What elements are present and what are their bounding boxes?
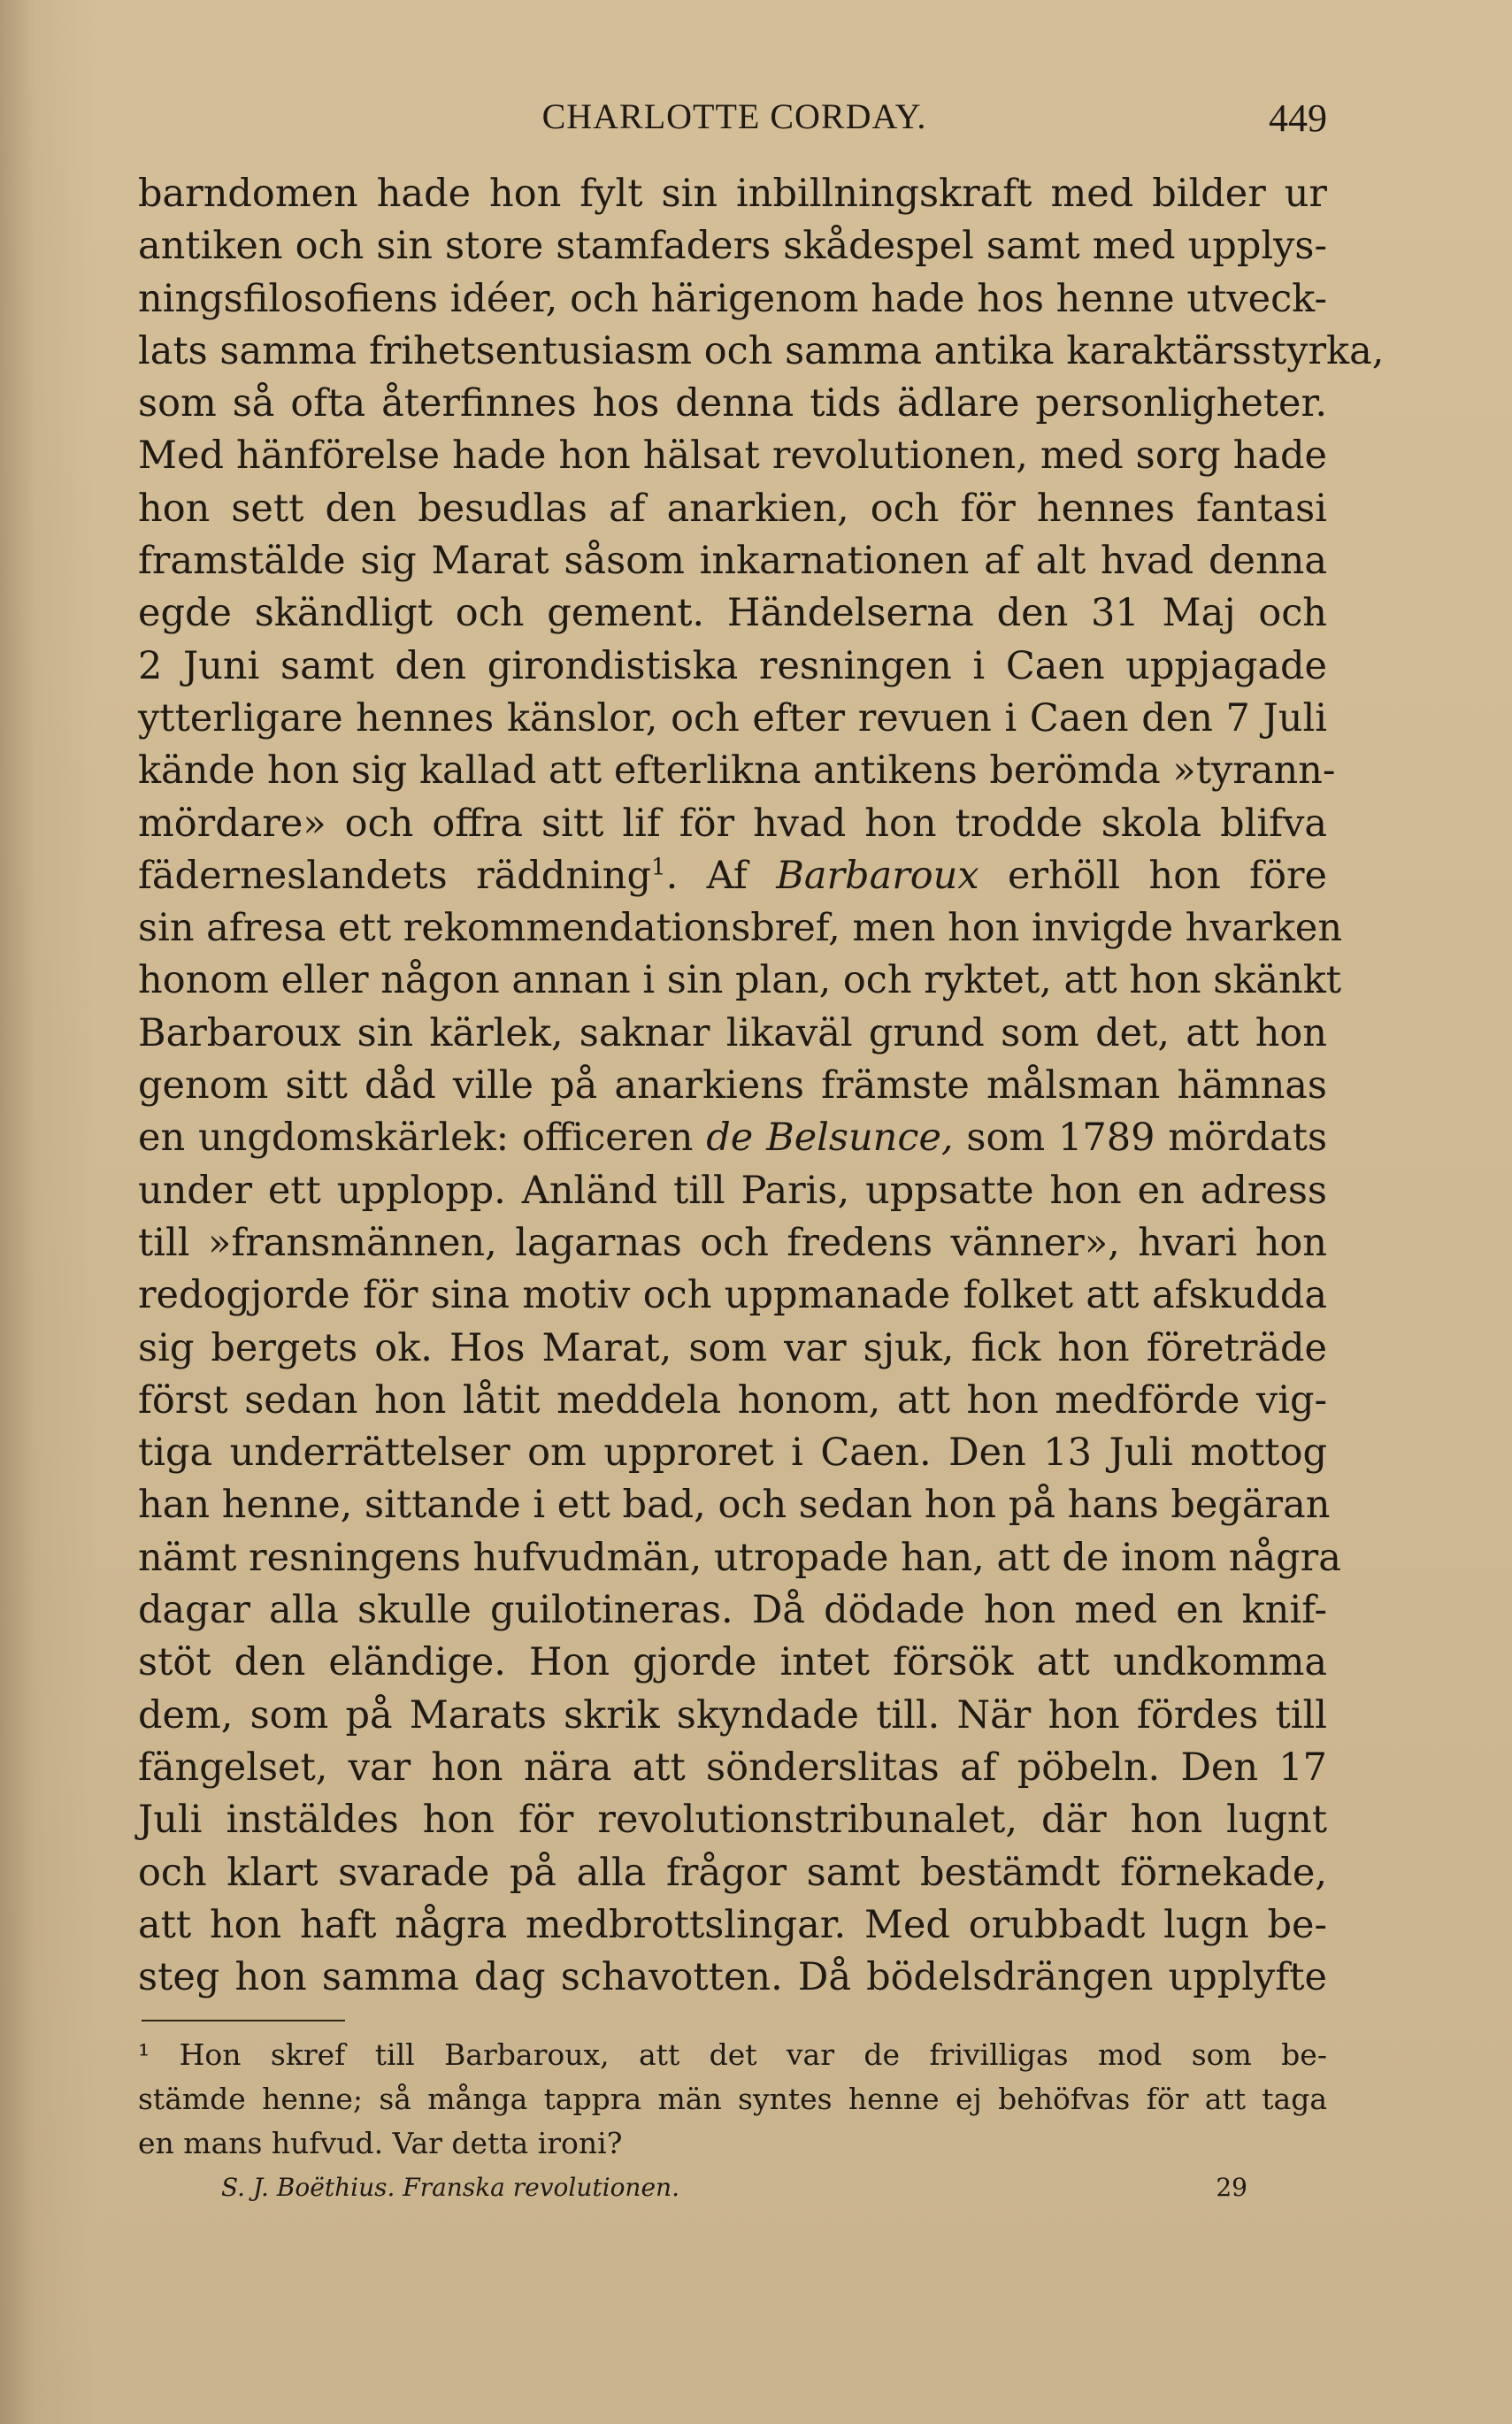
text-line: redogjorde för sina motiv och uppmanade folket att afskudda: [138, 1273, 1327, 1318]
text-line: först sedan hon låtit meddela honom, att hon medförde vig-: [138, 1377, 1327, 1423]
text-line: barndomen hade hon fylt sin inbillningskraft med bilder ur: [138, 172, 1327, 216]
footnote-divider: [142, 2020, 345, 2021]
text-line: och klart svarade på alla frågor samt bestämdt förnekade,: [138, 1850, 1327, 1895]
text-line: nämt resningens hufvudmän, utropade han, att de inom några: [138, 1535, 1341, 1580]
printer-signature: [221, 2173, 1247, 2208]
text-line: mördare» och offra sitt lif för hvad hon trodde skola blifva: [138, 801, 1327, 846]
text-line: under ett upplopp. Anländ till Paris, uppsatte hon en adress: [138, 1168, 1327, 1213]
text-fragment: . Af: [665, 853, 748, 898]
text-line: dem, som på Marats skrik skyndade till. När hon fördes till: [138, 1692, 1327, 1737]
signature-text: S. J. Boëthius. Franska revolutionen.: [221, 2173, 679, 2202]
italic-name: de Belsunce,: [706, 1116, 954, 1161]
text-fragment: fäderneslandets räddning: [138, 853, 652, 898]
text-fragment: erhöll hon före: [1008, 853, 1327, 898]
footnote: [138, 2033, 1327, 2166]
text-line: lats samma frihetsentusiasm och samma antika karaktärsstyrka,: [138, 328, 1385, 373]
text-line: Med hänförelse hade hon hälsat revolutionen, med sorg hade: [138, 433, 1327, 479]
text-line: honom eller någon annan i sin plan, och ryktet, att hon skänkt: [138, 958, 1342, 1003]
page-number: 449: [1269, 96, 1327, 140]
text-line: ytterligare hennes känslor, och efter revuen i Caen den 7 Juli: [138, 695, 1327, 740]
text-line: steg hon samma dag schavotten. Då bödelsdrängen upplyfte: [138, 1955, 1327, 2000]
text-line: dagar alla skulle guilotineras. Då dödade hon med en knif-: [138, 1588, 1327, 1633]
text-line: framstälde sig Marat såsom inkarnationen af alt hvad denna: [138, 539, 1327, 584]
text-line: han henne, sittande i ett bad, och sedan hon på hans begäran: [138, 1483, 1331, 1528]
page-header: [142, 96, 1327, 149]
text-line: antiken och sin store stamfaders skådespel samt med upplys-: [138, 224, 1327, 269]
text-line: tiga underrättelser om upproret i Caen. Den 13 Juli mottog: [138, 1431, 1327, 1476]
text-line: som så ofta återfinnes hos denna tids ädlare personligheter.: [138, 381, 1327, 426]
text-line: hon sett den besudlas af anarkien, och för hennes fantasi: [138, 486, 1327, 531]
text-line: genom sitt dåd ville på anarkiens främste målsman hämnas: [138, 1063, 1327, 1108]
italic-name: Barbaroux: [776, 853, 979, 898]
footnote-line: en mans hufvud. Var detta ironi?: [138, 2126, 623, 2160]
text-line: 2 Juni samt den girondistiska resningen i Caen uppjagade: [138, 643, 1327, 688]
text-line: ningsfilosofiens idéer, och härigenom hade hos henne utveck-: [138, 276, 1327, 321]
text-line: fängelset, var hon nära att sönderslitas af pöbeln. Den 17: [138, 1745, 1327, 1790]
text-line: [138, 1112, 1327, 1164]
text-line: Juli instäldes hon för revolutionstribunalet, där hon lugnt: [138, 1798, 1327, 1843]
text-fragment: en ungdomskärlek: officeren: [138, 1116, 694, 1161]
footnote-line: stämde henne; så många tappra män syntes henne ej behöfvas för att taga: [138, 2082, 1327, 2116]
text-line: att hon haft några medbrottslingar. Med orubbadt lugn be-: [138, 1902, 1327, 1947]
text-line: Barbaroux sin kärlek, saknar likaväl grund som det, att hon: [138, 1010, 1327, 1055]
text-line: sin afresa ett rekommendationsbref, men hon invigde hvarken: [138, 906, 1343, 951]
text-line: kände hon sig kallad att efterlikna antikens berömda »tyrann-: [138, 748, 1336, 794]
text-line: stöt den eländige. Hon gjorde intet försök att undkomma: [138, 1640, 1327, 1685]
signature-number: 29: [1216, 2173, 1247, 2202]
body-text: [138, 168, 1385, 2004]
text-fragment: som 1789 mördats: [966, 1116, 1328, 1161]
footnote-marker: 1: [651, 854, 666, 881]
text-line: [138, 850, 1327, 902]
running-title: CHARLOTTE CORDAY.: [541, 96, 927, 136]
text-line: egde skändligt och gement. Händelserna den 31 Maj och: [138, 591, 1327, 636]
text-line: sig bergets ok. Hos Marat, som var sjuk, fick hon företräde: [138, 1325, 1327, 1370]
text-line: till »fransmännen, lagarnas och fredens vänner», hvari hon: [138, 1220, 1327, 1265]
footnote-line: ¹ Hon skref till Barbaroux, att det var de frivilligas mod som be-: [138, 2037, 1327, 2072]
